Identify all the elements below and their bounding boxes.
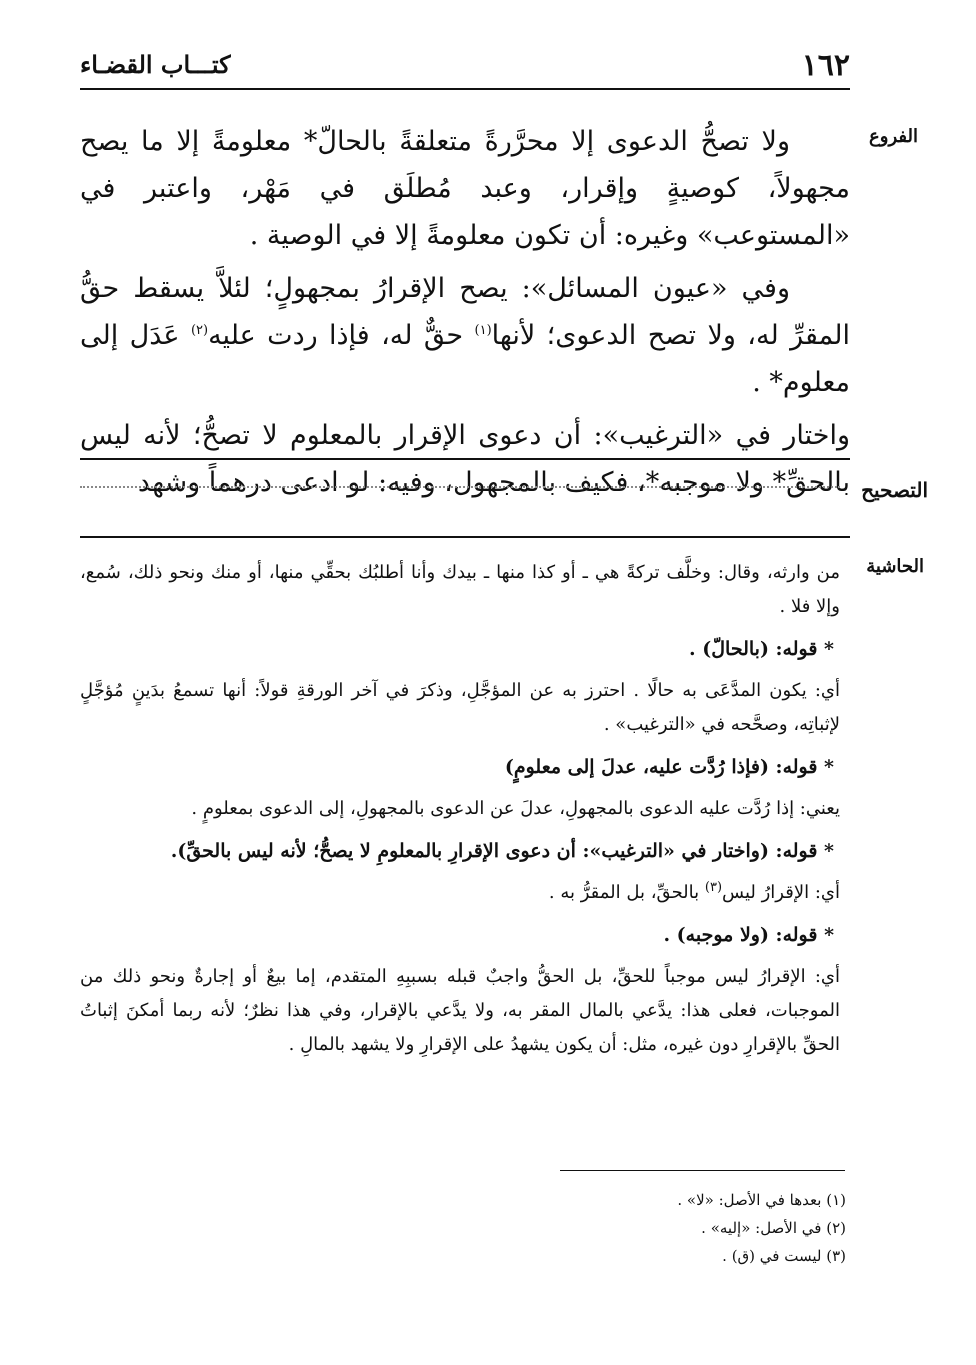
- hashiya-quote-1: * قوله: (بالحالّ) .: [689, 638, 834, 660]
- footnote-ref-1: (١): [474, 323, 492, 338]
- tashih-dotted-line: [80, 486, 840, 488]
- hashiya-quote-3: * قوله: (واختار في «الترغيب»: أن دعوى الإقرارِ بالمعلومِ لا يصحُّ؛ لأنه ليس بالحقِّ).: [170, 840, 834, 862]
- footnote-ref-2: (٢): [190, 323, 209, 338]
- hashiya-comment-3-part-b: بالحقِّ، بل المقرُّ به .: [548, 882, 705, 903]
- hashiya-comment-2: يعني: إذا رُدَّت عليه الدعوى بالمجهولِ، عدلَ عن الدعوى بالمجهولِ، إلى الدعوى بمعلومٍ .: [191, 798, 840, 819]
- page-header: [80, 48, 850, 90]
- main-paragraph-2: [80, 265, 850, 406]
- main-paragraph-3: واختار في «الترغيب»: أن دعوى الإقرار بالمعلوم لا تصحُّ؛ لأنه ليس بالحقِّ* ولا موجبه*، فكيف بالمجهول، وفيه: لو ادعى درهماً وشهد: [80, 420, 850, 498]
- hashiya-quote-2: * قوله: (فإذا رُدَّت عليه، عدلَ إلى معلومٍ): [504, 756, 834, 778]
- hashiya-comment-3: [80, 876, 840, 910]
- label-furu: الفروع: [869, 126, 918, 147]
- main-text: [80, 118, 850, 512]
- footnote-rule: [560, 1170, 845, 1171]
- hashiya-comment-4: أي: الإقرارُ ليس موجباً للحقِّ، بل الحقُّ واجبٌ قبله بسببِهِ المتقدم، إما بيعٌ أو إجارةٌ ونحو ذلك من الموجبات، فعلى هذا: يدَّعي بالمال المقر به، ولا يدَّعي بالإقرار، وفي هذا نظرٌ؛ لأنه ربما أمكنَ إثباتُ الحقِّ بالإقرارِ دون غيره، مثل: أن يكون يشهدُ على الإقرارِ ولا يشهد بالمالِ .: [80, 966, 840, 1055]
- main-paragraph-2-part-a: وفي «عيون المسائل»: يصح الإقرارُ بمجهولٍ؛ لئلاَّ يسقط حقُّ المقرِّ له، ولا تصح الدعوى؛ لأنها: [80, 273, 850, 351]
- hashiya-comment-1: أي: يكون المدَّعَى به حالًا . احترز به عن المؤجَّلِ، وذكرَ في آخر الورقةِ قولاً: أنها تسمعُ بدَينٍ مُؤجَّلٍ لإثباتِه، وصحَّحه في «الترغيب» .: [80, 680, 840, 735]
- main-paragraph-2-part-b: حقٌّ له، فإذا ردت عليه: [208, 320, 475, 351]
- hashiya-quote-4: * قوله: (ولا موجبه) .: [663, 924, 834, 946]
- header-rule: [80, 88, 850, 90]
- main-paragraph-1: ولا تصحُّ الدعوى إلا محرَّرةً متعلقةً بالحالّ* معلومةً إلا ما يصح مجهولاً، كوصيةٍ وإقرار، وعبد مُطلَق في مَهْر، واعتبر في «المستوعب» وغيره: أن تكون معلومةً إلا في الوصية .: [80, 126, 850, 251]
- main-rule: [80, 458, 850, 460]
- main-paragraph-2-part-c: عَدَل إلى معلوم* .: [80, 320, 850, 398]
- footnote-3: (٣) ليست في (ق) .: [722, 1247, 846, 1265]
- page-number: ١٦٢: [801, 48, 850, 83]
- book-title: كتـــاب القضـاء: [80, 50, 231, 79]
- hashiya-text: [80, 556, 840, 1068]
- footnote-ref-3: (٣): [704, 880, 723, 895]
- tashih-rule: [80, 536, 850, 538]
- footnote-1: (١) بعدها في الأصل: «لا» .: [677, 1191, 846, 1209]
- label-tashih: التصحيح: [861, 478, 928, 502]
- hashiya-comment-3-part-a: أي: الإقرارُ ليس: [722, 882, 840, 903]
- hashiya-intro: من وارثه، وقال: وخلَّف تركةً هي ـ أو كذا منها ـ بيدك وأنا أطلبُك بحقِّي منها، أو منك ونحو ذلك، سُمع، وإلا فلا .: [80, 562, 840, 617]
- label-hashiya: الحاشية: [866, 556, 924, 577]
- footnote-2: (٢) في الأصل: «إليه» .: [701, 1219, 846, 1237]
- footnotes: [677, 1186, 846, 1270]
